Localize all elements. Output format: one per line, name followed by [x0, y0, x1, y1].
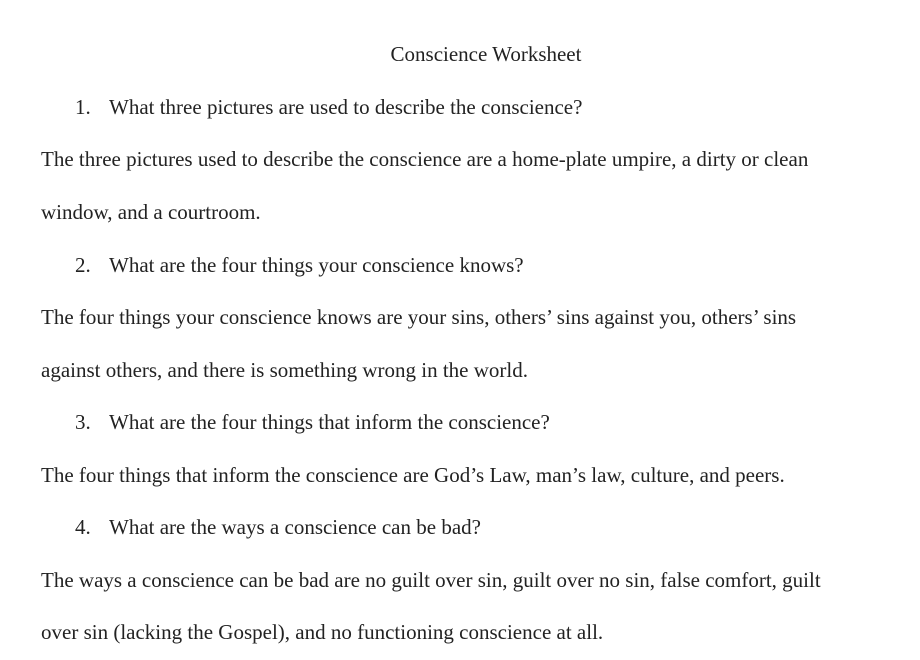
question-number: 3.	[75, 410, 91, 434]
question-number: 1.	[75, 95, 91, 119]
page-title: Conscience Worksheet	[390, 42, 582, 66]
answer-3-line-1: The four things that inform the conscience are God’s Law, man’s law, culture, and peers.	[41, 463, 785, 487]
question-text: What are the four things your conscience knows?	[109, 253, 524, 277]
question-1	[75, 93, 582, 121]
answer-4-line-1: The ways a conscience can be bad are no guilt over sin, guilt over no sin, false comfort, guilt	[41, 568, 821, 592]
answer-4-line-2: over sin (lacking the Gospel), and no functioning conscience at all.	[41, 620, 604, 644]
question-text: What are the four things that inform the conscience?	[109, 410, 550, 434]
question-number: 2.	[75, 253, 91, 277]
question-number: 4.	[75, 515, 91, 539]
answer-2-line-1: The four things your conscience knows are your sins, others’ sins against you, others’ sins	[41, 305, 797, 329]
question-4	[75, 513, 481, 541]
answer-2-line-2: against others, and there is something wrong in the world.	[41, 358, 528, 382]
answer-1-line-1: The three pictures used to describe the conscience are a home-plate umpire, a dirty or clean	[41, 147, 809, 171]
question-text: What are the ways a conscience can be bad?	[109, 515, 481, 539]
question-3	[75, 408, 550, 436]
question-2	[75, 251, 524, 279]
answer-1-line-2: window, and a courtroom.	[41, 200, 261, 224]
question-text: What three pictures are used to describe the conscience?	[109, 95, 583, 119]
